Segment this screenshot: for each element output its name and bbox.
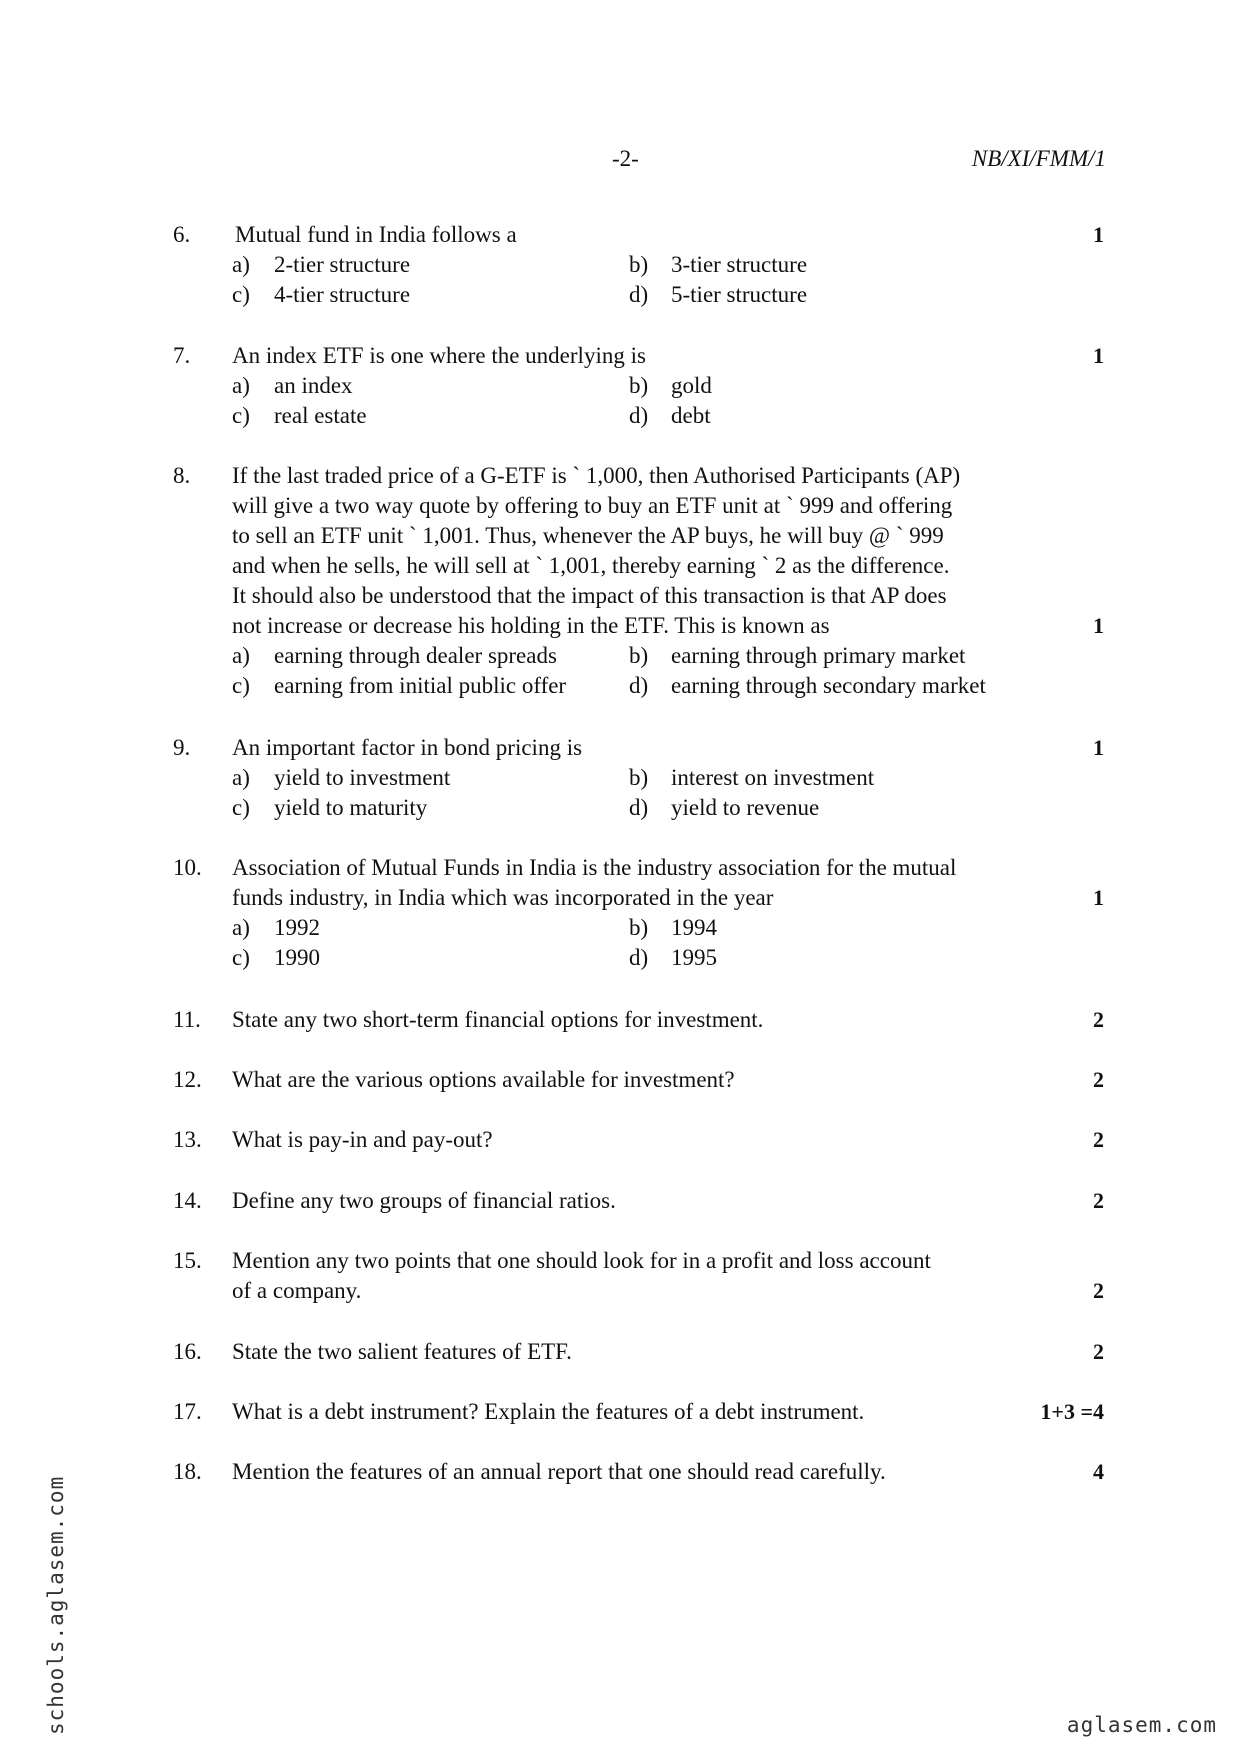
question-number: 15. [173,1248,202,1273]
question-text: Define any two groups of financial ratios. [232,1188,616,1213]
question-number: 7. [173,343,191,368]
question-text: What are the various options available for investment? [232,1067,735,1092]
question-marks: 1 [1093,613,1104,638]
option-b: b) 3-tier structure [629,252,808,277]
question-number: 9. [173,735,191,760]
option-a: a) earning through dealer spreads [232,643,557,668]
question-number: 6. [173,222,191,247]
bottom-watermark: aglasem.com [1066,1713,1217,1737]
question-text: An important factor in bond pricing is [232,735,583,760]
question-marks: 2 [1093,1339,1104,1364]
option-b: b) earning through primary market [629,643,966,668]
paper-code: NB/XI/FMM/1 [971,146,1106,171]
question-text: If the last traded price of a G-ETF is ` 1,000, then Authorised Participants (AP) will give a two way quote by offering to buy an ETF unit at ` 999 and offering to sell an ETF unit ` 1,001. Thus, whenever the AP buys, he will buy @ ` 999 and when he sells, he will sell at ` 1,001, thereby earning ` 2 as the difference. It should also be understood that the impact of this transaction is that AP does not increase or decrease his holding in the ETF. This is known as [232,463,961,638]
question-number: 8. [173,463,191,488]
question-marks: 2 [1093,1007,1104,1032]
question-text: An index ETF is one where the underlying is [232,343,646,368]
question-number: 11. [173,1007,201,1032]
option-d: d) 1995 [629,945,717,970]
question-marks: 1 [1093,343,1104,368]
question-text: Mention any two points that one should look for in a profit and loss account of a company. [232,1248,931,1303]
option-c: c) real estate [232,403,367,428]
option-d: d) 5-tier structure [629,282,808,307]
option-d: d) yield to revenue [629,795,820,820]
option-b: b) gold [629,373,712,398]
question-marks: 1 [1093,885,1104,910]
question-text: State any two short-term financial options for investment. [232,1007,764,1032]
question-marks: 4 [1093,1459,1104,1484]
question-number: 14. [173,1188,202,1213]
option-c: c) yield to maturity [232,795,428,820]
question-marks: 1 [1093,222,1104,247]
option-a: a) 2-tier structure [232,252,411,277]
option-a: a) an index [232,373,353,398]
question-marks: 2 [1093,1188,1104,1213]
question-number: 17. [173,1399,202,1424]
option-c: c) 1990 [232,945,320,970]
question-text: Mention the features of an annual report that one should read carefully. [232,1459,886,1484]
question-text: What is a debt instrument? Explain the features of a debt instrument. [232,1399,865,1424]
question-marks: 1 [1093,735,1104,760]
option-d: d) debt [629,403,711,428]
question-text: Association of Mutual Funds in India is the industry association for the mutual funds industry, in India which was incorporated in the year [232,855,957,910]
option-b: b) 1994 [629,915,717,940]
question-number: 12. [173,1067,202,1092]
side-watermark: schools.aglasem.com [44,1475,68,1735]
question-marks: 2 [1093,1278,1104,1303]
question-number: 13. [173,1127,202,1152]
question-number: 16. [173,1339,202,1364]
page-number: -2- [612,146,639,171]
option-d: d) earning through secondary market [629,673,986,698]
question-marks: 2 [1093,1127,1104,1152]
question-number: 18. [173,1459,202,1484]
question-marks: 2 [1093,1067,1104,1092]
option-b: b) interest on investment [629,765,875,790]
option-c: c) earning from initial public offer [232,673,567,698]
question-text: Mutual fund in India follows a [235,222,517,247]
option-a: a) 1992 [232,915,320,940]
option-c: c) 4-tier structure [232,282,411,307]
question-marks: 1+3 =4 [1040,1399,1104,1424]
option-a: a) yield to investment [232,765,451,790]
question-number: 10. [173,855,202,880]
page-header [0,146,1239,176]
question-text: State the two salient features of ETF. [232,1339,572,1364]
question-text: What is pay-in and pay-out? [232,1127,493,1152]
